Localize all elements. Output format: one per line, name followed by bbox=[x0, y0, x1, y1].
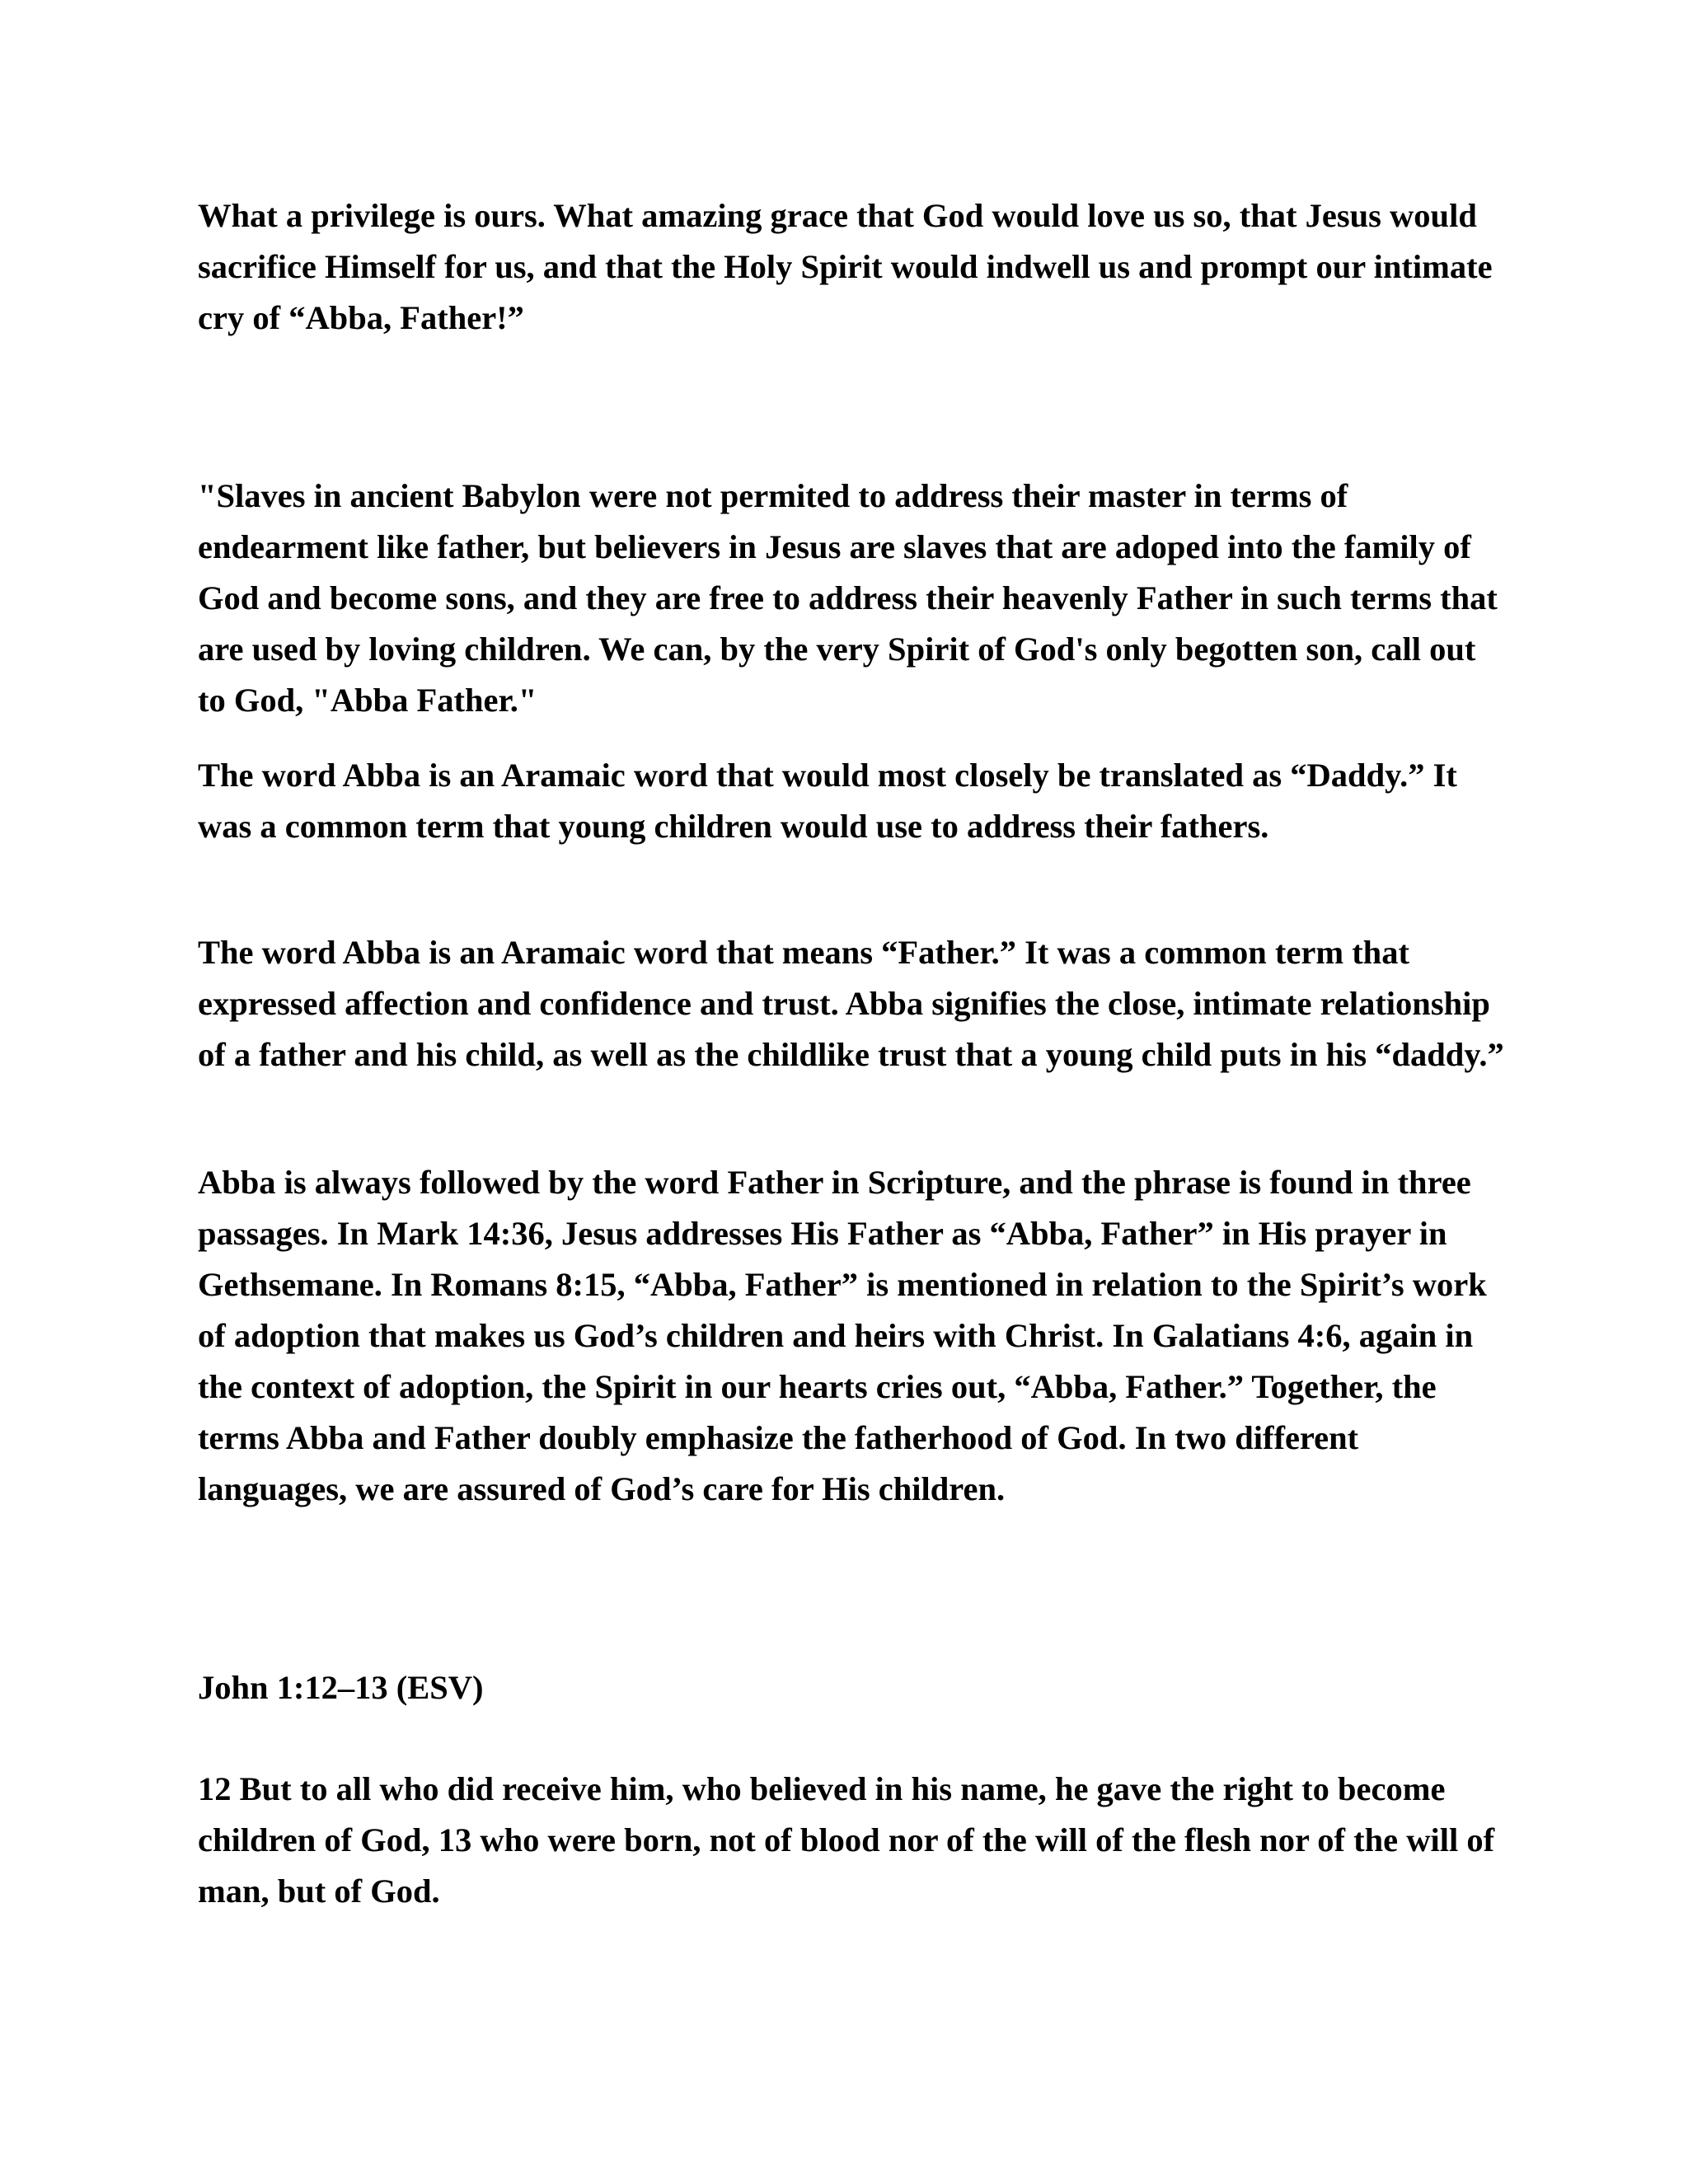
paragraph-abba-father: The word Abba is an Aramaic word that means “Father.” It was a common term that expressed affection and confidence and trust. Abba signifies the close, intimate relationship of a father and his child, as well as the childlike trust that a young child puts in his “daddy.” bbox=[198, 934, 1504, 1073]
paragraph-abba-daddy: The word Abba is an Aramaic word that would most closely be translated as “Daddy.” It was a common term that young children would use to address their fathers. bbox=[198, 757, 1457, 845]
paragraph-scripture-passages: Abba is always followed by the word Father in Scripture, and the phrase is found in three passages. In Mark 14:36, Jesus addresses His Father as “Abba, Father” in His prayer in Gethsemane. In Romans 8:15, “Abba, Father” is mentioned in relation to the Spirit’s work of adoption that makes us God’s children and heirs with Christ. In Galatians 4:6, again in the context of adoption, the Spirit in our hearts cries out, “Abba, Father.” Together, the terms Abba and Father doubly emphasize the fatherhood of God. In two different languages, we are assured of God’s care for His children. bbox=[198, 1164, 1487, 1507]
paragraph-privilege: What a privilege is ours. What amazing grace that God would love us so, that Jesus would sacrifice Himself for us, and that the Holy Spirit would indwell us and prompt our intimate cry of “Abba, Father!” bbox=[198, 197, 1493, 336]
paragraph-slaves-babylon: "Slaves in ancient Babylon were not permited to address their master in terms of endearment like father, but believers in Jesus are slaves that are adoped into the family of God and become sons, and they are free to address their heavenly Father in such terms that are used by loving children. We can, by the very Spirit of God's only begotten son, call out to God, "Abba Father." bbox=[198, 477, 1498, 719]
scripture-reference: John 1:12–13 (ESV) bbox=[198, 1669, 484, 1706]
scripture-verse: 12 But to all who did receive him, who believed in his name, he gave the right to become children of God, 13 who were born, not of blood nor of the will of the flesh nor of the will of man, but of God. bbox=[198, 1770, 1495, 1910]
